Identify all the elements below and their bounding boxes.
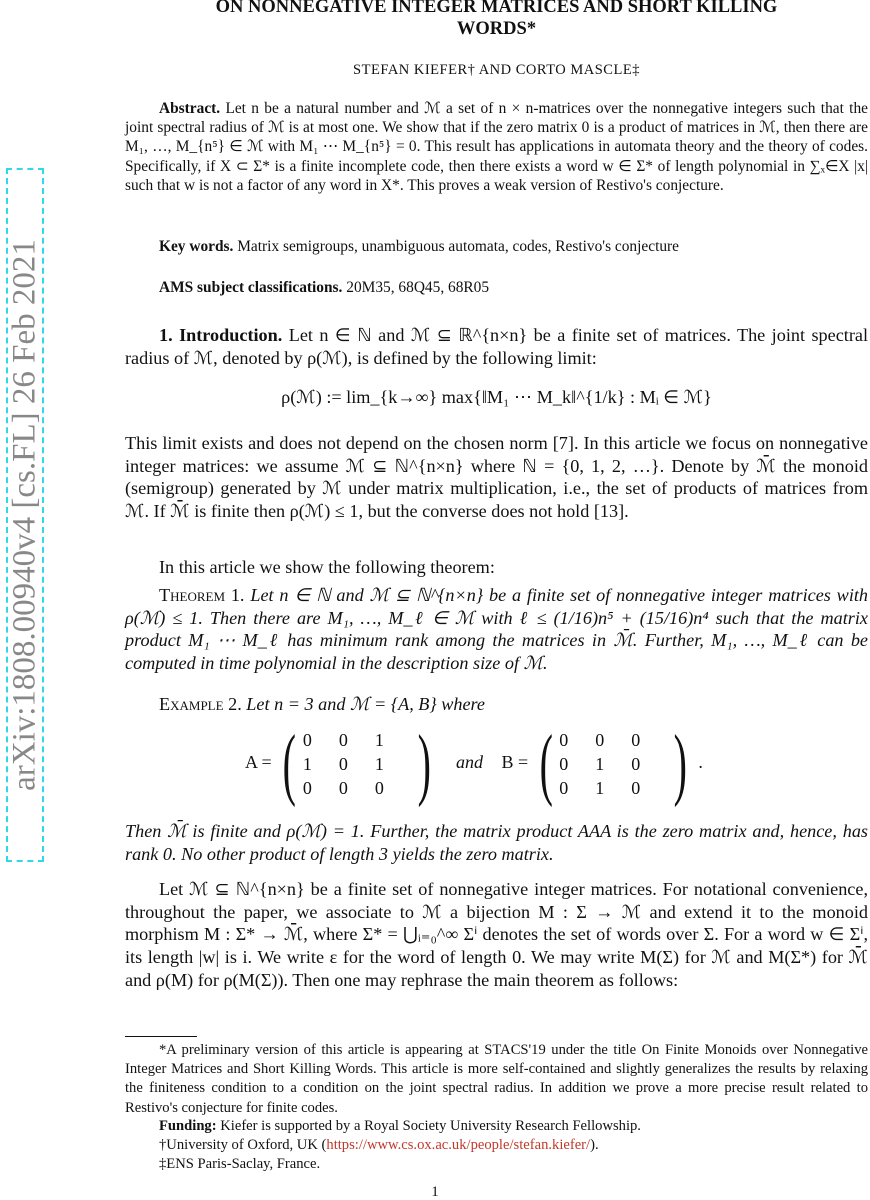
author-url-link[interactable]: https://www.cs.ox.ac.uk/people/stefan.kiefer/ <box>326 1137 591 1153</box>
matrix-b: ( 0 0 0 0 1 0 0 1 0 ) <box>539 720 688 808</box>
matrix-entry: 0 <box>631 754 641 774</box>
example-matrices <box>245 720 745 808</box>
footnote-funding <box>125 1117 868 1136</box>
keywords <box>125 237 868 256</box>
matrix-entry: 1 <box>595 754 605 774</box>
abstract <box>125 99 868 195</box>
matrix-entry: 0 <box>559 730 569 750</box>
theorem-text: Let n ∈ ℕ and ℳ ⊆ ℕ^{n×n} be a finite set of nonnegative integer matrices with ρ(ℳ) ≤ 1. Then there are M₁, …, M_ℓ ∈ ℳ with ℓ ≤ (1/16)n⁵ + (15/16)n⁴ such that the matrix product M₁ ⋯ M_ℓ has minimum rank among the matrices in ℳ̄. Further, M₁, …, M_ℓ can be computed in time polynomial in the description size of ℳ. <box>125 585 869 674</box>
matrix-entry: 0 <box>631 730 641 750</box>
theorem-label: Theorem 1. <box>159 585 245 605</box>
jsr-formula: ρ(ℳ) := lim_{k→∞} max{‖M₁ ⋯ M_k‖^{1/k} : Mᵢ ∈ ℳ} <box>281 387 712 407</box>
affiliation-end: ). <box>590 1137 599 1153</box>
footnote-star: *A preliminary version of this article is appearing at STACS'19 under the title On Finite Monoids over Nonnegative Integer Matrices and Short Killing Words. This article is more self-contained and slightly generalizes the results by relaxing the finiteness condition to a condition on the joint spectral radius. In addition we prove a more precise result related to Restivo's conjecture for finite codes. <box>125 1042 868 1116</box>
matrix-entry: 1 <box>374 754 384 774</box>
arxiv-id[interactable]: arXiv:1808.00940v4 [cs.FL] 26 Feb 2021 <box>6 239 43 791</box>
matrix-entry: 1 <box>595 778 605 798</box>
matrix-entry: 0 <box>302 730 312 750</box>
theorem-1 <box>125 584 868 675</box>
and-text: and <box>455 752 483 773</box>
matrix-entry: 0 <box>302 778 312 798</box>
intro-text: Let n ∈ ℕ and ℳ ⊆ ℝ^{n×n} be a finite set of matrices. The joint spectral radius of ℳ, denoted by ρ(ℳ), is defined by the following limit: <box>125 325 868 368</box>
matrix-entry: 1 <box>302 754 312 774</box>
matrix-a-label: A = <box>245 752 272 773</box>
matrix-b-label: B = <box>501 752 529 773</box>
matrix-entry: 0 <box>338 754 348 774</box>
authors: STEFAN KIEFER† AND CORTO MASCLE‡ <box>353 62 640 78</box>
funding-text: Kiefer is supported by a Royal Society University Research Fellowship. <box>220 1118 641 1134</box>
title-line: WORDS* <box>456 19 537 39</box>
keywords-text: Matrix semigroups, unambiguous automata, codes, Restivo's conjecture <box>237 238 679 255</box>
example-conclusion: Then ℳ̄ is finite and ρ(ℳ) = 1. Further, the matrix product AAA is the zero matrix and, hence, has rank 0. No other product of length 3 yields the zero matrix. <box>125 821 868 864</box>
ams-text: 20M35, 68Q45, 68R05 <box>346 279 490 296</box>
funding-label: Funding: <box>159 1118 217 1134</box>
paper-title <box>125 0 868 40</box>
introduction <box>125 324 868 369</box>
example-2 <box>125 693 868 716</box>
matrix-entry: 0 <box>595 730 605 750</box>
period: . <box>698 752 703 773</box>
ams-classifications <box>125 278 868 297</box>
example-label: Example 2. <box>159 694 242 714</box>
arxiv-sidebar-stamp[interactable] <box>6 168 44 862</box>
matrix-entry: 0 <box>559 778 569 798</box>
title-line: ON NONNEGATIVE INTEGER MATRICES AND SHORT KILLING <box>215 0 778 17</box>
matrix-entry: 0 <box>338 730 348 750</box>
affiliation-text: †University of Oxford, UK ( <box>159 1137 327 1153</box>
footnote-ddagger: ‡ENS Paris-Saclay, France. <box>159 1156 321 1172</box>
section-heading: 1. Introduction. <box>159 325 283 345</box>
matrix-entry: 0 <box>559 754 569 774</box>
paragraph: Let ℳ ⊆ ℕ^{n×n} be a finite set of nonnegative integer matrices. For notational convenience, throughout the paper, we associate to ℳ a bijection M : Σ → ℳ and extend it to the monoid morphism M : Σ* → ℳ̄, where Σ* = ⋃ᵢ₌₀^∞ Σⁱ denotes the set of words over Σ. For a word w ∈ Σⁱ, its length |w| is i. We write ε for the word of length 0. We may write M(Σ) for ℳ and M(Σ*) for ℳ̄ and ρ(M) for ρ(M(Σ)). Then one may rephrase the main theorem as follows: <box>125 879 868 990</box>
abstract-label: Abstract. <box>159 100 221 117</box>
matrix-a: ( 0 0 1 1 0 1 0 0 0 ) <box>282 720 431 808</box>
paragraph: In this article we show the following theorem: <box>159 557 495 577</box>
keywords-label: Key words. <box>159 238 234 255</box>
example-text: Let n = 3 and ℳ = {A, B} where <box>246 694 486 714</box>
matrix-entry: 0 <box>338 778 348 798</box>
paragraph: This limit exists and does not depend on the chosen norm [7]. In this article we focus on nonnegative integer matrices: we assume ℳ ⊆ ℕ^{n×n} where ℕ = {0, 1, 2, …}. Denote by ℳ̄ the monoid (semigroup) generated by ℳ under matrix multiplication, i.e., the set of products of matrices from ℳ. If ℳ̄ is finite then ρ(ℳ) ≤ 1, but the converse does not hold [13]. <box>125 433 868 522</box>
abstract-text: Let n be a natural number and ℳ a set of n × n-matrices over the nonnegative integers such that the joint spectral radius of ℳ is at most one. We show that if the zero matrix 0 is a product of matrices in ℳ, then there are M₁, …, M_{n⁵} ∈ ℳ with M₁ ⋯ M_{n⁵} = 0. This result has applications in automata theory and the theory of codes. Specifically, if X ⊂ Σ* is a finite incomplete code, then there exists a word w ∈ Σ* of length polynomial in ∑ₓ∈X |x| such that w is not a factor of any word in X*. This proves a weak version of Restivo's conjecture. <box>125 100 868 194</box>
page-number: 1 <box>431 1184 439 1200</box>
matrix-entry: 1 <box>374 730 384 750</box>
matrix-entry: 0 <box>631 778 641 798</box>
matrix-entry: 0 <box>374 778 384 798</box>
footnote-rule <box>125 1036 197 1037</box>
ams-label: AMS subject classifications. <box>159 279 343 296</box>
footnote-dagger <box>125 1136 868 1155</box>
